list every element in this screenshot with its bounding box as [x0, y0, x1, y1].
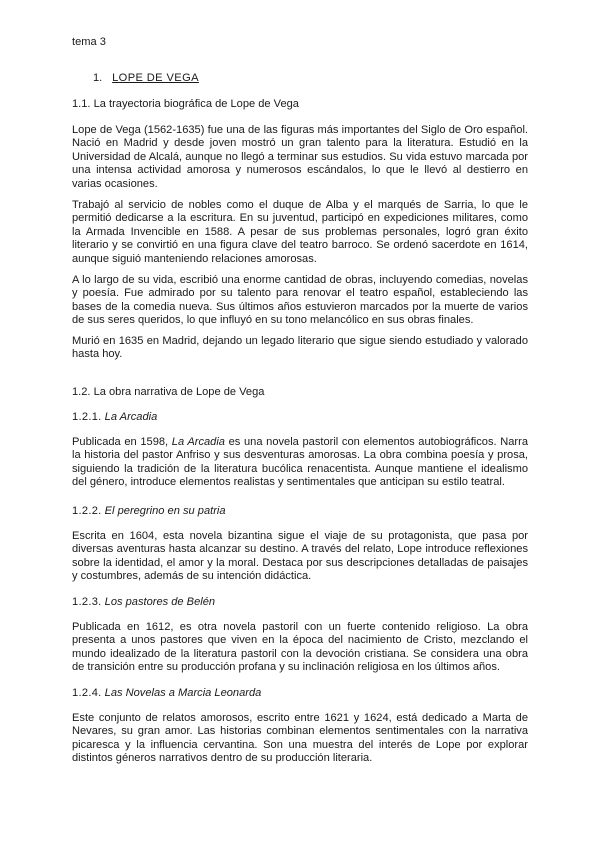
- section-number: 1.: [93, 72, 103, 84]
- subsection-title-narrative: 1.2. La obra narrativa de Lope de Vega: [72, 386, 265, 398]
- paragraph-text: Publicada en 1598,: [72, 436, 172, 448]
- page-header: tema 3: [72, 36, 106, 48]
- work-heading: [72, 411, 157, 424]
- work-title-inline: La Arcadia: [171, 436, 225, 448]
- work-heading: [72, 505, 226, 518]
- work-title: Las Novelas a Marcia Leonarda: [104, 687, 262, 699]
- paragraph: Lope de Vega (1562-1635) fue una de las figuras más importantes del Siglo de Oro español. Nació en Madrid y desde joven mostró un gran talento para la literatura. Estudió en la Universidad de Alcalá, aunque no llegó a terminar sus estudios. Su vida estuvo marcada por una intensa actividad amorosa y numerosos escándalos, lo que le llevó al destierro en varias ocasiones.: [72, 124, 528, 190]
- paragraph: Escrita en 1604, esta novela bizantina sigue el viaje de su protagonista, que pasa por diversas aventuras hasta alcanzar su destino. A través del relato, Lope introduce reflexiones sobre la identidad, el amor y la moral. Destaca por sus descripciones detalladas de paisajes y costumbres, además de su intención didáctica.: [72, 530, 528, 583]
- work-heading: [72, 687, 261, 700]
- work-title: El peregrino en su patria: [104, 505, 226, 517]
- work-number: 1.2.4.: [72, 687, 102, 699]
- work-title: Los pastores de Belén: [104, 596, 216, 608]
- work-number: 1.2.3.: [72, 596, 102, 608]
- paragraph: [72, 436, 528, 490]
- work-heading: [72, 596, 215, 609]
- paragraph: Este conjunto de relatos amorosos, escrito entre 1621 y 1624, está dedicado a Marta de Nevares, su gran amor. Las historias combinan elementos sentimentales con la narrativa picaresca y la influencia cervantina. Son una muestra del interés de Lope por explorar distintos géneros narrativos dentro de su producción literaria.: [72, 712, 528, 765]
- section-heading: [93, 72, 199, 85]
- paragraph: Publicada en 1612, es otra novela pastoril con un fuerte contenido religioso. La obra presenta a unos pastores que viven en la época del nacimiento de Cristo, mezclando el mundo idealizado de la literatura pastoril con la devoción cristiana. Se considera una obra de transición entre su producción profana y su inclinación religiosa en los últimos años.: [72, 621, 528, 674]
- work-title: La Arcadia: [104, 411, 158, 423]
- paragraph: Trabajó al servicio de nobles como el duque de Alba y el marqués de Sarria, lo que le permitió dedicarse a la escritura. En su juventud, participó en expediciones militares, como la Armada Invencible en 1588. A pesar de sus problemas personales, logró gran éxito literario y se convirtió en una figura clave del teatro barroco. Se ordenó sacerdote en 1614, aunque siguió manteniendo relaciones amorosas.: [72, 199, 528, 265]
- subsection-title-biography: 1.1. La trayectoria biográfica de Lope de Vega: [72, 98, 299, 110]
- work-number: 1.2.1.: [72, 411, 102, 423]
- paragraph: A lo largo de su vida, escribió una enorme cantidad de obras, incluyendo comedias, novelas y poesía. Fue admirado por su talento para renovar el teatro español, estableciendo las bases de la comedia nueva. Sus últimos años estuvieron marcados por la muerte de varios de sus seres queridos, lo que influyó en su tono melancólico en sus obras finales.: [72, 274, 528, 327]
- paragraph: Murió en 1635 en Madrid, dejando un legado literario que sigue siendo estudiado y valorado hasta hoy.: [72, 335, 528, 361]
- work-number: 1.2.2.: [72, 505, 102, 517]
- section-title: LOPE DE VEGA: [112, 72, 199, 84]
- paragraph-text: es una novela pastoril con elementos autobiográficos. Narra la historia del pastor Anfriso y sus desventuras amorosas. La obra combina poesía y prosa, siguiendo la tradición de la literatura bucólica renacentista. Aunque mantiene el idealismo del género, introduce elementos realistas y sentimentales que anticipan su estilo teatral.: [72, 436, 528, 489]
